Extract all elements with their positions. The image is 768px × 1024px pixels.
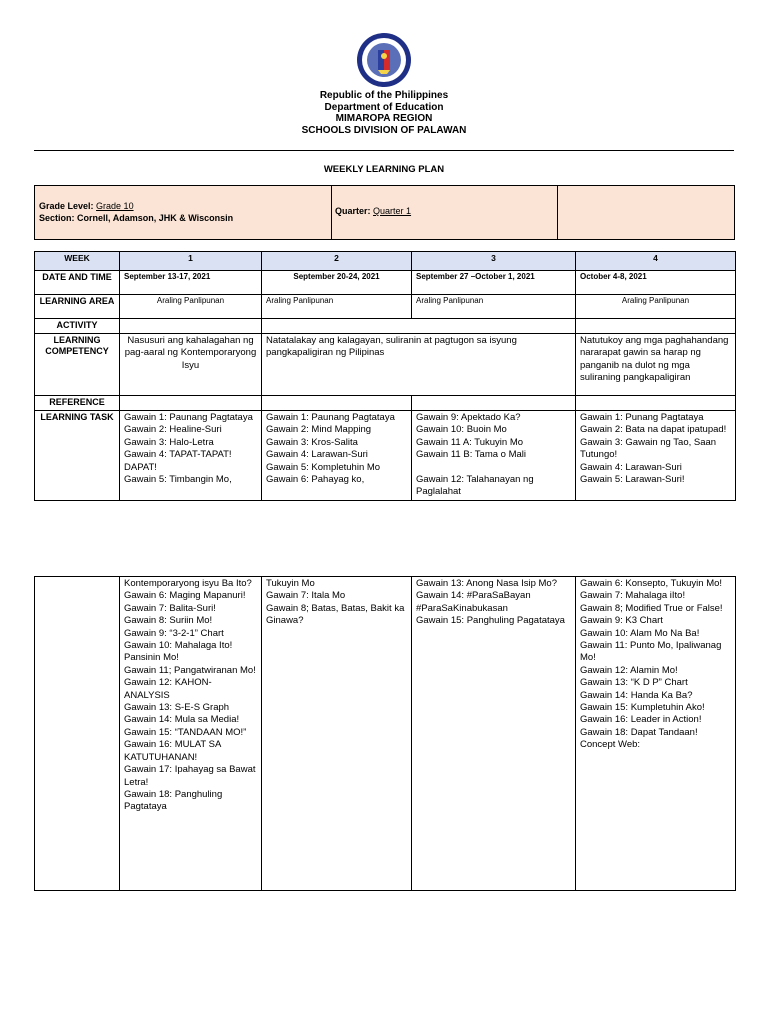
date-week-3: September 27 –October 1, 2021 [412,271,576,295]
task-item: Gawain 12: KAHON-ANALYSIS [124,677,212,701]
task-item: Gawain 6: Pahayag ko, [266,474,365,486]
date-week-1: September 13-17, 2021 [120,271,262,295]
header-division: SCHOOLS DIVISION OF PALAWAN [301,124,467,136]
task-item: Gawain 13: “K D P” Chart [580,677,688,689]
task-item: Gawain 9: “3-2-1” Chart [124,627,224,639]
task-item: Gawain 16: Leader in Action! [580,714,702,726]
task-list-week-4 [576,411,736,501]
activity-week-4 [576,319,736,334]
week-4: 4 [576,252,736,271]
task-item: Gawain 5: Larawan-Suri! [580,474,685,486]
task-item: Gawain 4: Larawan-Suri [266,449,368,461]
task-item: Gawain 1: Paunang Pagtataya [266,412,395,423]
header-republic: Republic of the Philippines [319,90,449,101]
date-row [35,271,736,295]
task-item: Gawain 16: MULAT SA KATUTUHANAN! [124,739,221,763]
task-item [416,462,571,474]
week-header-row [35,252,736,271]
date-label: DATE AND TIME [35,271,120,295]
header-region: MIMAROPA REGION [335,113,433,124]
area-week-2: Araling Panlipunan [262,295,412,319]
task-item: Gawain 11 B: Tama o Mali [416,449,527,461]
task-item: Gawain 8; Batas, Batas, Bakit ka Ginawa? [266,602,405,627]
task-item: Gawain 13: S-E-S Graph [124,702,230,714]
task-list-week-1 [120,411,262,501]
task-item: Gawain 8: Suriin Mo! [124,615,213,627]
task-item: Gawain 9: Apektado Ka? [416,412,521,423]
task-item: Gawain 15: Panghuling Pagatataya [416,615,565,627]
learning-task-row [35,411,736,501]
reference-row [35,396,736,411]
task-item: Gawain 10: Alam Mo Na Ba! [580,627,700,639]
task-item: Gawain 7: Itala Mo [266,590,346,602]
section-label: Section: [39,212,75,223]
competency-week-2-3: Natatalakay ang kalagayan, suliranin at pagtugon sa isyung pangkapaligiran ng Pilipinas [262,334,576,396]
task-item: Gawain 1: Paunang Pagtataya [124,412,253,423]
weekly-plan-table-continued [34,576,736,891]
task-item: Gawain 3: Halo-Letra [124,436,214,448]
task-item: Gawain 14: #ParaSaBayan #ParaSaKinabukasan [416,590,531,614]
week-1: 1 [120,252,262,271]
task-item: Gawain 5: Kompletuhin Mo [266,461,381,473]
grade-section-cell [35,186,332,239]
learning-task-row-continued [35,577,736,891]
learning-area-row [35,295,736,319]
competency-row [35,334,736,396]
learning-task-label: LEARNING TASK [35,411,120,501]
competency-label: LEARNING COMPETENCY [35,334,120,396]
task-item: Gawain 3: Gawain ng Tao, Saan Tutungo! [580,436,717,461]
task-item: Gawain 11: Punto Mo, Ipaliwanag Mo! [580,640,722,664]
task-item: Gawain 13: Anong Nasa Isip Mo? [416,578,558,589]
task-list-week-3 [412,411,576,501]
task-item: Gawain 9: K3 Chart [580,615,663,627]
header-department: Department of Education [324,101,444,113]
area-week-4: Araling Panlipunan [576,295,736,319]
reference-label: REFERENCE [35,396,120,411]
task-item: Gawain 2: Mind Mapping [266,424,372,436]
task-item: Gawain 7: Mahalaga iIto! [580,590,686,602]
activity-label: ACTIVITY [35,319,120,334]
task-item: Kontemporaryong isyu Ba Ito? [124,578,252,589]
task-item: Gawain 4: TAPAT-TAPAT! DAPAT! [124,449,232,473]
quarter-line [335,206,411,218]
task-item: Gawain 6: Konsepto, Tukuyin Mo! [580,578,723,589]
grade-level-line [39,201,233,213]
info-box [34,185,735,240]
task-label-continued [35,577,120,891]
task-item: Gawain 2: Bata na dapat ipatupad! [580,424,727,436]
activity-week-1 [120,319,262,334]
date-week-2: September 20-24, 2021 [262,271,412,295]
document-header [0,90,768,136]
competency-week-1: Nasusuri ang kahalagahan ng pag-aaral ng Kontemporaryong Isyu [120,334,262,396]
task-item: Gawain 10: Mahalaga Ito! Pansinin Mo! [124,640,233,664]
task-list-week-2-continued [262,577,412,891]
section-value: Cornell, Adamson, JHK & Wisconsin [77,212,234,223]
week-3: 3 [412,252,576,271]
task-item: Gawain 18: Panghuling Pagtataya [124,788,223,813]
header-divider [34,150,734,151]
reference-week-2 [262,396,412,411]
reference-week-1 [120,396,262,411]
task-list-week-2 [262,411,412,501]
task-list-week-3-continued [412,577,576,891]
task-item: Gawain 12: Alamin Mo! [580,664,678,676]
quarter-label: Quarter: [335,206,371,216]
quarter-value: Quarter 1 [373,206,412,216]
task-list-week-1-continued [120,577,262,891]
reference-week-3 [412,396,576,411]
task-item: Gawain 6: Maging Mapanuri! [124,590,246,602]
section-line [39,213,233,225]
task-item: Gawain 7: Balita-Suri! [124,602,216,614]
weekly-plan-table [34,251,736,501]
task-item: Gawain 1: Punang Pagtataya [580,412,704,423]
area-week-3: Araling Panlipunan [412,295,576,319]
week-label: WEEK [35,252,120,271]
activity-week-2-3 [262,319,576,334]
week-2: 2 [262,252,412,271]
task-item: Gawain 3: Kros-Salita [266,436,358,448]
task-item: Gawain 12: Talahanayan ng Paglalahat [416,474,534,498]
task-item: Tukuyin Mo [266,578,315,589]
task-list-week-4-continued [576,577,736,891]
plan-title: WEEKLY LEARNING PLAN [323,164,445,175]
quarter-cell [331,186,558,239]
task-item: Gawain 5: Timbangin Mo, [124,474,232,486]
reference-week-4 [576,396,736,411]
task-item: Gawain 14: Handa Ka Ba? [580,689,693,701]
task-item: Gawain 17: Ipahayag sa Bawat Letra! [124,764,256,788]
task-item: Gawain 15: “TANDAAN MO!” [124,726,247,738]
date-week-4: October 4-8, 2021 [576,271,736,295]
grade-level-label: Grade Level: [39,201,94,211]
task-item: Gawain 15: Kumpletuhin Ako! [580,702,705,714]
activity-row [35,319,736,334]
competency-week-4: Natutukoy ang mga paghahandang nararapat gawin sa harap ng panganib na dulot ng mga suliraning pangkapaligiran [576,334,736,396]
task-item: Gawain 2: Healine-Suri [124,424,222,436]
area-week-1: Araling Panlipunan [120,295,262,319]
task-item: Gawain 11; Pangatwiranan Mo! [124,664,256,676]
task-item: Gawain 10: Buoin Mo [416,424,507,436]
task-item: Gawain 18: Dapat Tandaan! [580,726,698,738]
task-item: Gawain 11 A: Tukuyin Mo [416,436,524,448]
deped-seal-logo [356,32,412,88]
task-item: Gawain 8; Modified True or False! [580,602,723,614]
task-item: Gawain 4: Larawan-Suri [580,461,682,473]
grade-level-value: Grade 10 [96,201,134,211]
learning-area-label: LEARNING AREA [35,295,120,319]
task-item: Concept Web: [580,739,641,751]
task-item: Gawain 14: Mula sa Media! [124,714,240,726]
